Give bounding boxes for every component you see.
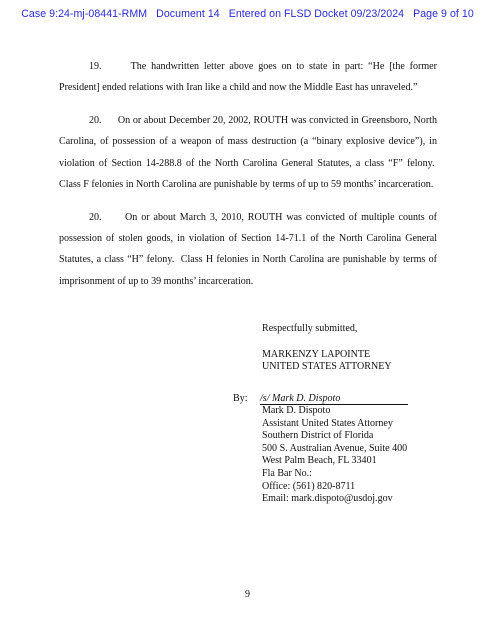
signer-district: Southern District of Florida bbox=[262, 430, 374, 442]
signer-block bbox=[262, 405, 407, 506]
signature-header bbox=[262, 323, 462, 374]
case-number: Case 9:24-mj-08441-RMM bbox=[21, 8, 148, 20]
paragraph-20-conviction-2002: 20. On or about December 20, 2002, ROUTH was convicted in Greensboro, North Carolina, of possession of a weapon of mass destruction (a “binary explosive device”), in violation of Section 14-288.8 of the North Carolina General Statutes, a class “F” felony. Class F felonies in North Carolina are punishable by terms of up to 59 months’ incarceration. bbox=[59, 115, 437, 190]
electronic-signature: /s/ Mark D. Dispoto bbox=[260, 393, 408, 405]
by-label: By: bbox=[233, 393, 248, 404]
page-indicator: Page 9 of 10 bbox=[413, 8, 474, 20]
attorney-title: UNITED STATES ATTORNEY bbox=[262, 361, 392, 373]
paragraph-20-conviction-2010: 20. On or about March 3, 2010, ROUTH was convicted of multiple counts of possession of stolen goods, in violation of Section 14-71.1 of the North Carolina General Statutes, a class “H” felony. Class H felonies in North Carolina are punishable by terms of imprisonment of up to 39 months’ incarceration. bbox=[59, 211, 437, 287]
signer-name: Mark D. Dispoto bbox=[262, 405, 331, 416]
docket-header bbox=[0, 8, 495, 20]
signature-line-row bbox=[233, 393, 408, 406]
signer-phone: Office: (561) 820-8711 bbox=[262, 480, 356, 492]
paragraph-19: 19. The handwritten letter above goes on to state in part: “He [the former President] ended relations with Iran like a child and now the Middle East has unraveled.” bbox=[59, 61, 437, 94]
signer-title: Assistant United States Attorney bbox=[262, 417, 393, 429]
page-number: 9 bbox=[244, 589, 251, 600]
docket-entry: Entered on FLSD Docket 09/23/2024 bbox=[228, 8, 405, 20]
document-body bbox=[59, 56, 437, 303]
signer-bar-number: Fla Bar No.: bbox=[262, 467, 312, 479]
signer-city: West Palm Beach, FL 33401 bbox=[262, 455, 377, 467]
closing: Respectfully submitted, bbox=[262, 323, 358, 334]
signer-address: 500 S. Australian Avenue, Suite 400 bbox=[262, 442, 408, 454]
attorney-name: MARKENZY LAPOINTE bbox=[262, 348, 371, 360]
signer-email: Email: mark.dispoto@usdoj.gov bbox=[262, 493, 393, 505]
document-number: Document 14 bbox=[156, 8, 220, 20]
